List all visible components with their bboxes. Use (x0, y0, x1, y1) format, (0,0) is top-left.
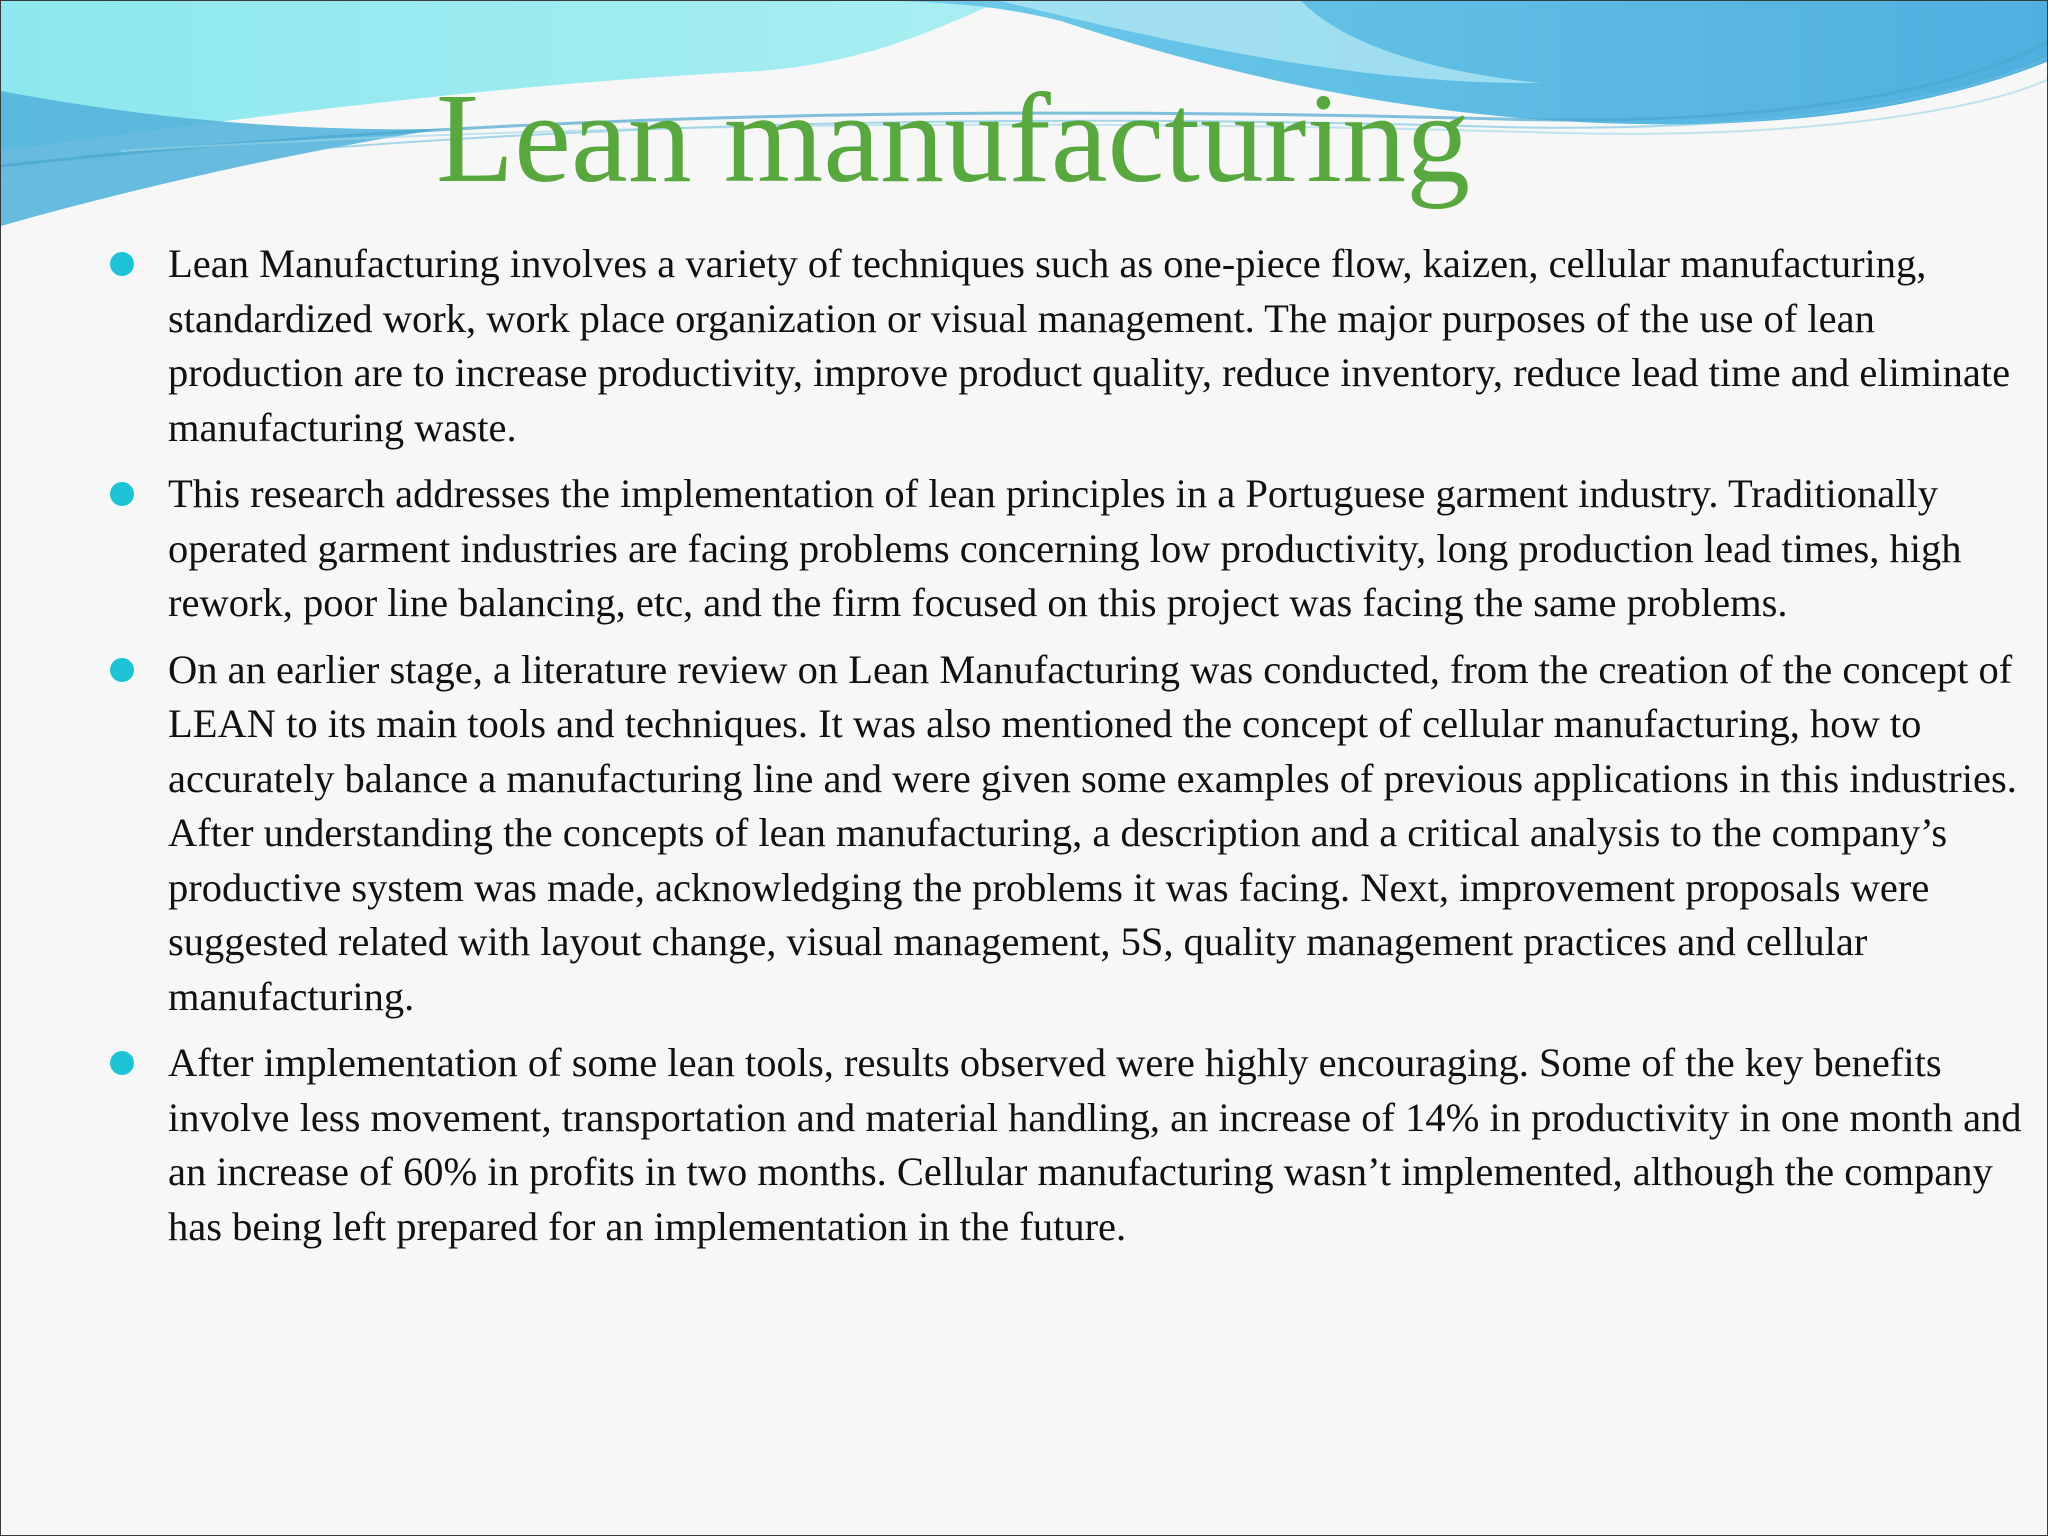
bullet-item-2 (1, 467, 2048, 631)
slide-title: Lean manufacturing (435, 67, 1471, 209)
bullet-dot-icon (110, 482, 134, 506)
bullet-text: After implementation of some lean tools, results observed were highly encouraging. Some of the key benefits involve less movement, transportation and material handling, an increase of 14% in productivity in one month and an increase of 60% in profits in two months. Cellular manufacturing wasn’t implemented, although the company has being left prepared for an implementation in the future. (168, 1040, 2022, 1249)
bullet-text: Lean Manufacturing involves a variety of techniques such as one-piece flow, kaizen, cellular manufacturing, standardized work, work place organization or visual management. The major purposes of the use of lean production are to increase productivity, improve product quality, reduce inventory, reduce lead time and eliminate manufacturing waste. (168, 241, 2011, 450)
bullet-item-4 (1, 1036, 2048, 1254)
bullet-item-3 (1, 643, 2048, 1025)
bullet-dot-icon (110, 1051, 134, 1075)
bullet-dot-icon (110, 658, 134, 682)
bullet-item-1 (1, 237, 2048, 455)
bullet-list (1, 237, 2048, 1266)
bullet-text: This research addresses the implementation of lean principles in a Portuguese garment industry. Traditionally operated garment industries are facing problems concerning low productivity, long production lead times, high rework, poor line balancing, etc, and the firm focused on this project was facing the same problems. (168, 471, 1962, 625)
bullet-text: On an earlier stage, a literature review on Lean Manufacturing was conducted, from the creation of the concept of LEAN to its main tools and techniques. It was also mentioned the concept of cellular manufacturing, how to accurately balance a manufacturing line and were given some examples of previous applications in this industries. After understanding the concepts of lean manufacturing, a description and a critical analysis to the company’s productive system was made, acknowledging the problems it was facing. Next, improvement proposals were suggested related with layout change, visual management, 5S, quality management practices and cellular manufacturing. (168, 646, 2017, 1019)
bullet-dot-icon (110, 252, 134, 276)
